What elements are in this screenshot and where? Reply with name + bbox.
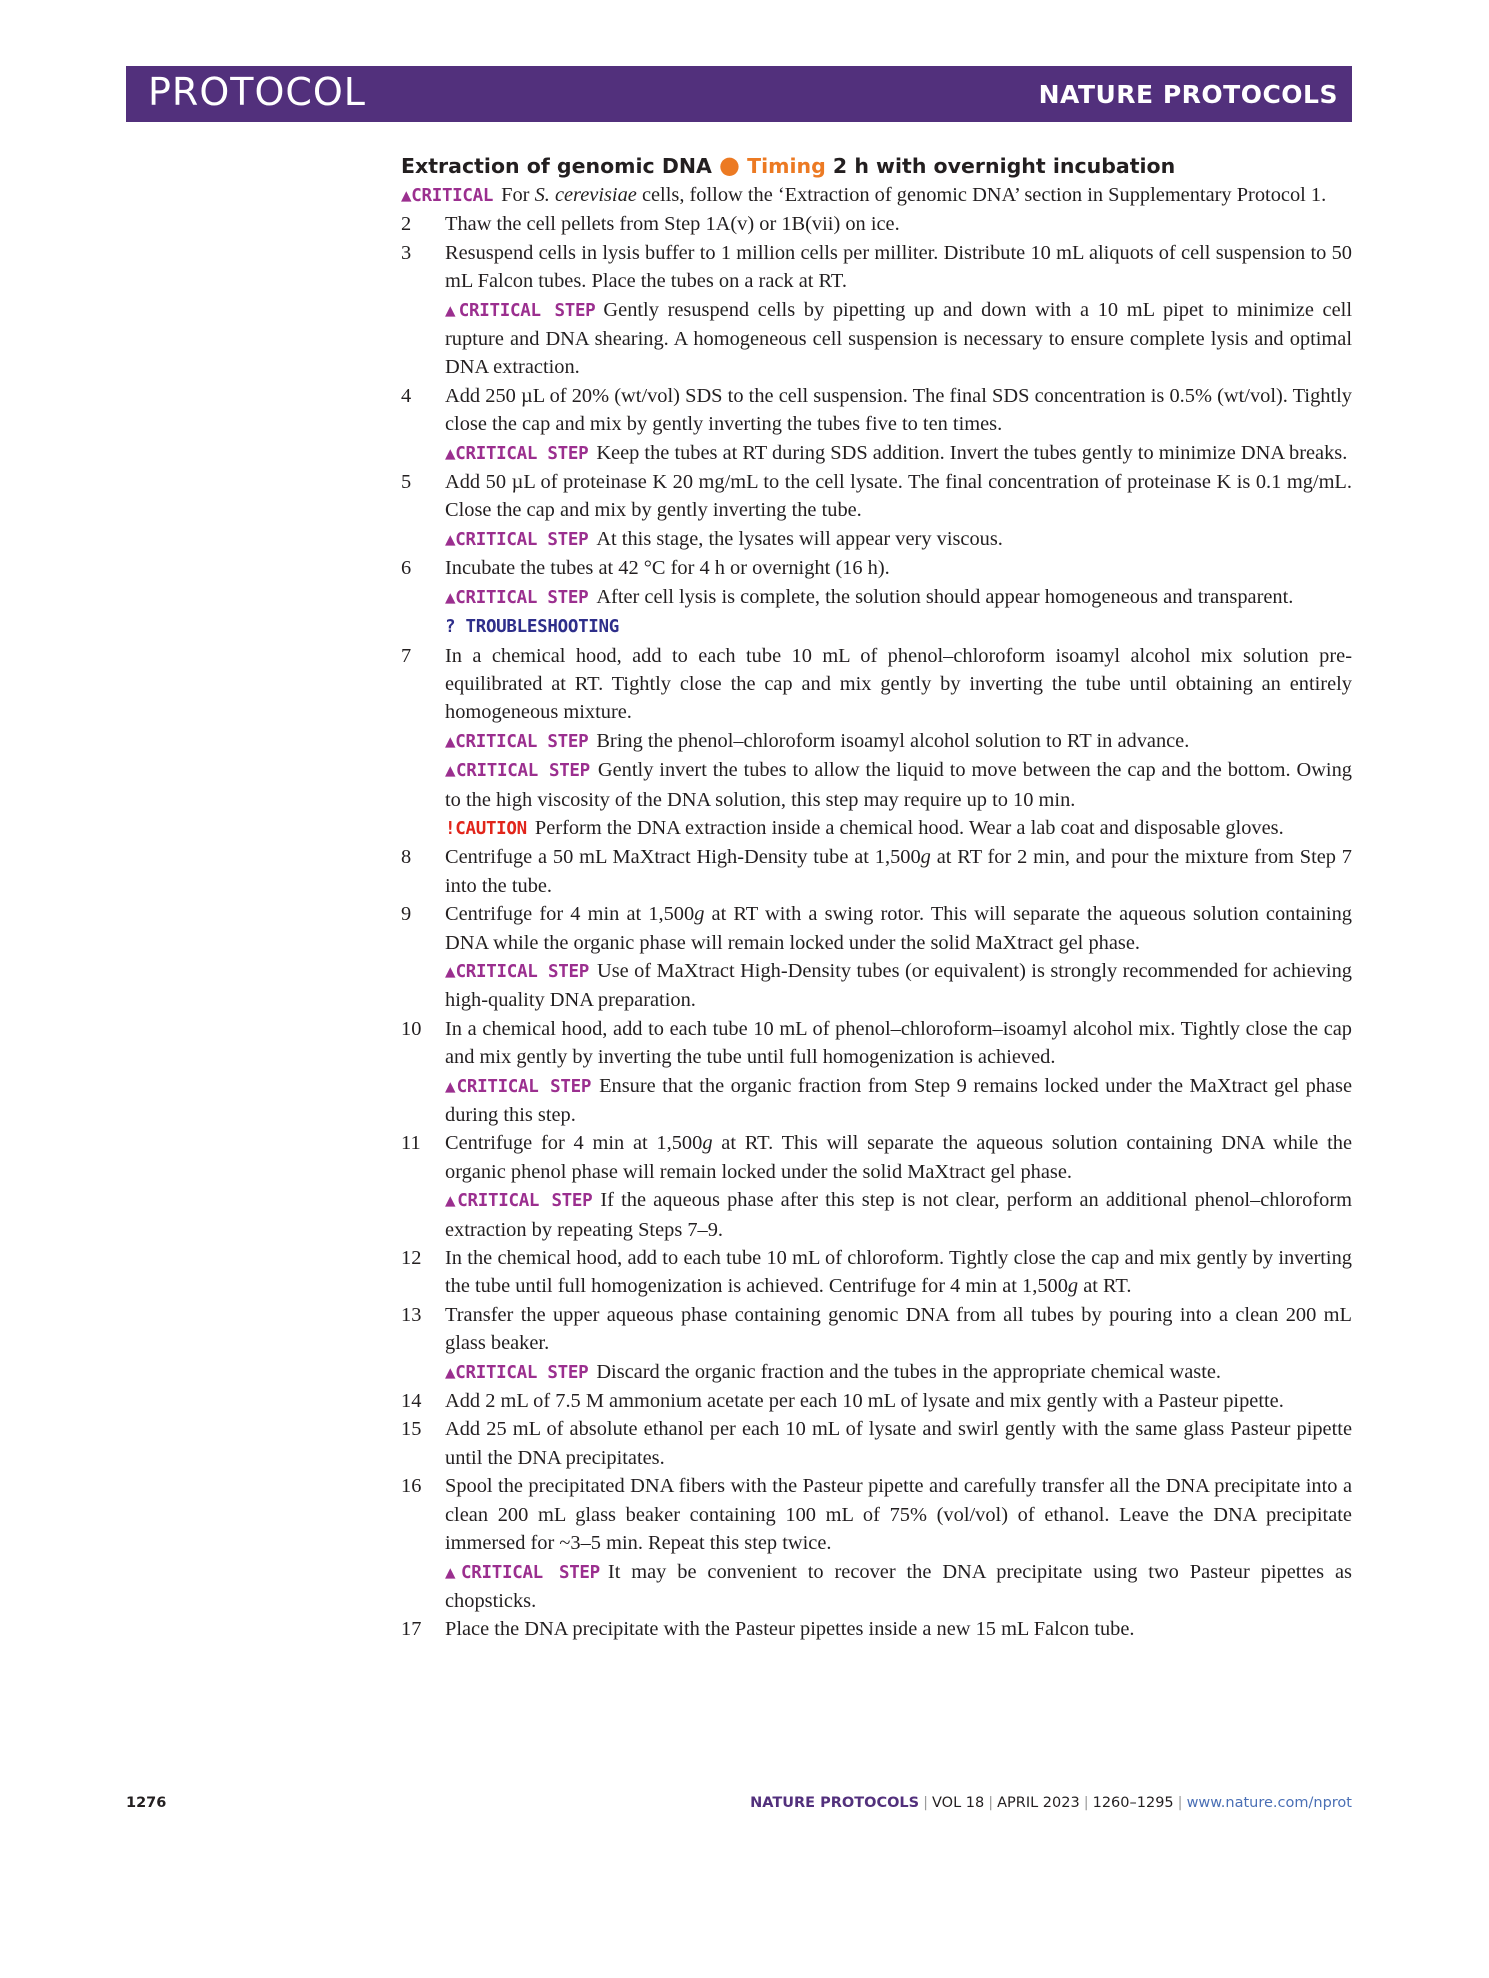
critical-step-note: ▲CRITICAL STEP Bring the phenol–chloroform isoamyl alcohol solution to RT in advance.: [445, 729, 1190, 752]
critical-step-note: ▲CRITICAL STEP After cell lysis is complete, the solution should appear homogeneous and transparent.: [445, 585, 1294, 608]
step-number: 5: [401, 471, 412, 494]
critical-step-tag: ▲CRITICAL STEP: [445, 300, 596, 321]
step-number: 11: [401, 1132, 421, 1155]
citation-line: NATURE PROTOCOLS | VOL 18 | APRIL 2023 | 1260–1295 | www.nature.com/nprot: [750, 1795, 1352, 1811]
step-number: 15: [401, 1418, 422, 1441]
step-16: [401, 1472, 1352, 1557]
page-number: 1276: [126, 1795, 167, 1811]
step-number: 10: [401, 1017, 422, 1040]
critical-step-note: ▲CRITICAL STEP If the aqueous phase after this step is not clear, perform an additional phenol–chloroform extraction by repeating Steps 7–9.: [445, 1189, 1352, 1241]
step-12: 12 In the chemical hood, add to each tube 10 mL of chloroform. Tightly close the cap and mix gently by inverting the tube until full homogenization is achieved. Centrifuge for 4 min at 1,500g at RT.: [401, 1244, 1352, 1301]
critical-step-note: ▲CRITICAL STEP At this stage, the lysates will appear very viscous.: [445, 527, 1003, 550]
step-number: 17: [401, 1618, 422, 1641]
step-number: 13: [401, 1303, 422, 1326]
timing-value: 2 h with overnight incubation: [832, 154, 1176, 178]
critical-step-tag: ▲CRITICAL STEP: [445, 761, 590, 782]
step-text: In a chemical hood, add to each tube 10 mL of phenol–chloroform–isoamyl alcohol mix. Tightly close the cap and mix gently by inverting the tube until full homogenization is achieved.: [445, 1017, 1352, 1069]
step-number: 3: [401, 241, 412, 264]
footer-journal: NATURE PROTOCOLS: [750, 1795, 920, 1811]
step-11: 11 Centrifuge for 4 min at 1,500g at RT. This will separate the aqueous solution containing DNA while the organic phenol phase will remain locked under the solid MaXtract gel phase.: [401, 1129, 1352, 1186]
step-number: 12: [401, 1247, 422, 1270]
step-text: Add 250 µL of 20% (wt/vol) SDS to the cell suspension. The final SDS concentration is 0.5% (wt/vol). Tightly close the cap and mix by gently inverting the tubes five to ten times.: [445, 384, 1352, 436]
journal-url-link[interactable]: www.nature.com/nprot: [1186, 1795, 1352, 1811]
critical-step-tag: ▲CRITICAL STEP: [445, 1191, 593, 1212]
step-text: Transfer the upper aqueous phase containing genomic DNA from all tubes by pouring into a clean 200 mL glass beaker.: [445, 1303, 1352, 1355]
critical-tag: ▲CRITICAL: [401, 186, 494, 206]
step-number: 14: [401, 1390, 422, 1413]
step-5: [401, 468, 1352, 525]
body-text: [401, 150, 1352, 1644]
critical-step-tag: ▲CRITICAL STEP: [445, 529, 589, 550]
step-text: Resuspend cells in lysis buffer to 1 million cells per milliter. Distribute 10 mL aliquots of cell suspension to 50 mL Falcon tubes. Place the tubes on a rack at RT.: [445, 241, 1352, 293]
critical-step-note: ▲CRITICAL STEP Gently invert the tubes to allow the liquid to move between the cap and the bottom. Owing to the high viscosity of the DNA solution, this step may require up to 10 min.: [445, 759, 1352, 811]
step-number: 2: [401, 213, 412, 236]
step-text: Add 25 mL of absolute ethanol per each 10 mL of lysate and swirl gently with the same glass Pasteur pipette until the DNA precipitates.: [445, 1418, 1352, 1469]
critical-step-tag: ▲CRITICAL STEP: [445, 1362, 589, 1383]
section-title: Extraction of genomic DNA: [401, 154, 712, 178]
step-6: [401, 554, 1352, 582]
step-number: 8: [401, 846, 412, 869]
critical-step-tag: ▲CRITICAL STEP: [445, 443, 589, 464]
critical-step-tag: ▲CRITICAL STEP: [445, 587, 589, 608]
step-text: Thaw the cell pellets from Step 1A(v) or 1B(vii) on ice.: [445, 213, 900, 236]
critical-step-note: ▲CRITICAL STEP Discard the organic fraction and the tubes in the appropriate chemical waste.: [445, 1360, 1222, 1383]
step-number: 7: [401, 644, 412, 667]
step-3: [401, 239, 1352, 296]
step-number: 9: [401, 903, 412, 926]
section-heading: [401, 150, 1352, 181]
step-17: [401, 1615, 1352, 1643]
critical-step-note: ▲CRITICAL STEP Gently resuspend cells by pipetting up and down with a 10 mL pipet to minimize cell rupture and DNA shearing. A homogeneous cell suspension is necessary to ensure complete lysis and optimal DNA extraction.: [445, 298, 1352, 379]
step-8: 8 Centrifuge a 50 mL MaXtract High-Density tube at 1,500g at RT for 2 min, and pour the mixture from Step 7 into the tube.: [401, 843, 1352, 900]
step-number: 16: [401, 1475, 422, 1498]
critical-step-tag: ▲CRITICAL STEP: [445, 731, 589, 752]
footer-date: APRIL 2023: [997, 1795, 1080, 1811]
journal-name: NATURE PROTOCOLS: [1038, 80, 1338, 109]
caution-note: !CAUTION Perform the DNA extraction inside a chemical hood. Wear a lab coat and disposable gloves.: [445, 816, 1284, 839]
step-13: [401, 1301, 1352, 1358]
intro-critical: ▲CRITICAL For S. cerevisiae cells, follow the ‘Extraction of genomic DNA’ section in Supplementary Protocol 1.: [401, 184, 1327, 206]
step-number: 4: [401, 384, 412, 407]
critical-step-tag: ▲CRITICAL STEP: [445, 1562, 600, 1583]
step-10: [401, 1015, 1352, 1072]
journal-header-bar: [126, 66, 1352, 122]
step-7: [401, 642, 1352, 727]
footer-volume: VOL 18: [932, 1795, 985, 1811]
critical-step-note: ▲CRITICAL STEP Keep the tubes at RT during SDS addition. Invert the tubes gently to minimize DNA breaks.: [445, 441, 1348, 464]
step-text: Spool the precipitated DNA fibers with the Pasteur pipette and carefully transfer all the DNA precipitate into a clean 200 mL glass beaker containing 100 mL of 75% (vol/vol) of ethanol. Leave the DNA precipitate immersed for ~3–5 min. Repeat this step twice.: [445, 1475, 1352, 1555]
caution-tag: !CAUTION: [445, 818, 527, 839]
step-9: 9 Centrifuge for 4 min at 1,500g at RT with a swing rotor. This will separate the aqueous solution containing DNA while the organic phase will remain locked under the solid MaXtract gel phase.: [401, 900, 1352, 957]
step-text: Add 2 mL of 7.5 M ammonium acetate per each 10 mL of lysate and mix gently with a Pasteur pipette.: [445, 1390, 1284, 1413]
step-4: [401, 382, 1352, 439]
step-14: [401, 1387, 1352, 1415]
step-2: [401, 210, 1352, 238]
troubleshooting-tag[interactable]: ? TROUBLESHOOTING: [445, 617, 620, 638]
step-text: Add 50 µL of proteinase K 20 mg/mL to the cell lysate. The final concentration of proteinase K is 0.1 mg/mL. Close the cap and mix by gently inverting the tube.: [445, 471, 1352, 522]
critical-step-note: ▲CRITICAL STEP It may be convenient to recover the DNA precipitate using two Pasteur pipettes as chopsticks.: [445, 1560, 1352, 1612]
timing-label: Timing: [747, 154, 826, 178]
step-15: [401, 1415, 1352, 1472]
organism-name: S. cerevisiae: [534, 184, 637, 206]
article-type-label: PROTOCOL: [148, 70, 366, 114]
footer-pages: 1260–1295: [1092, 1795, 1174, 1811]
critical-step-tag: ▲CRITICAL STEP: [445, 961, 589, 982]
step-number: 6: [401, 557, 412, 580]
troubleshooting-link[interactable]: [401, 612, 1352, 641]
step-text: Incubate the tubes at 42 °C for 4 h or overnight (16 h).: [445, 557, 890, 580]
step-text: In a chemical hood, add to each tube 10 mL of phenol–chloroform isoamyl alcohol mix solution pre-equilibrated at RT. Tightly close the cap and mix gently by inverting the tube until obtaining an entirely homogeneous mixture.: [445, 644, 1352, 724]
critical-step-note: ▲CRITICAL STEP Use of MaXtract High-Density tubes (or equivalent) is strongly recommended for achieving high-quality DNA preparation.: [445, 959, 1352, 1012]
step-text: Place the DNA precipitate with the Pasteur pipettes inside a new 15 mL Falcon tube.: [445, 1618, 1135, 1641]
timing-dot-icon: ●: [719, 151, 740, 179]
critical-step-tag: ▲CRITICAL STEP: [445, 1076, 592, 1097]
critical-step-note: ▲CRITICAL STEP Ensure that the organic fraction from Step 9 remains locked under the MaXtract gel phase during this step.: [445, 1074, 1352, 1126]
